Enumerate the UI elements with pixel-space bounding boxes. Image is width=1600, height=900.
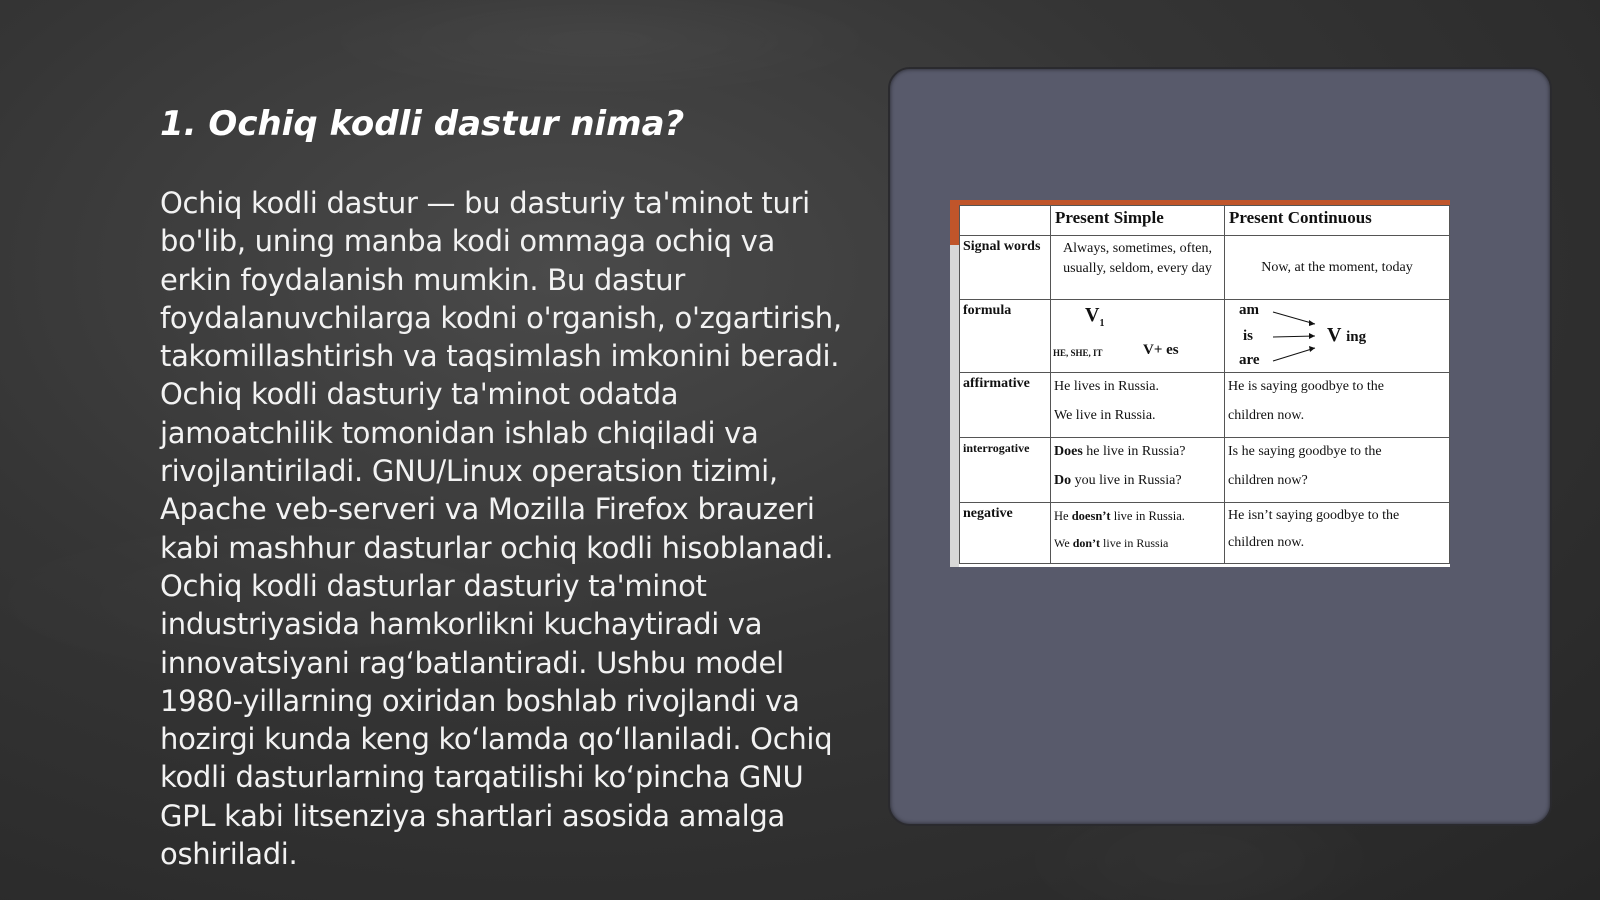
slide-body-text: Ochiq kodli dastur — bu dasturiy ta'minot turi bo'lib, uning manba kodi ommaga ochiq va erkin foydalanish mumkin. Bu dastur foydalanuvchilarga kodni o'rganish, o'zgartirish, takomillashtirish va taqsimlash imkonini beradi. Ochiq kodli dasturiy ta'minot odatda jamoatchilik tomonidan ishlab chiqiladi va rivojlantiriladi. GNU/Linux operatsion tizimi, Apache veb-serveri va Mozilla Firefox brauzeri kabi mashhur dasturlar ochiq kodli hisoblanadi. Ochiq kodli dasturlar dasturiy ta'minot industriyasida hamkorlikni kuchaytiradi va innovatsiyani rag‘batlantiradi. Ushbu model 1980-yillarning oxiridan boshlab rivojlandi va hozirgi kunda keng ko‘lamda qo‘llaniladi. Ochiq kodli dasturlarning tarqatilishi ko‘pincha GNU GPL kabi litsenziya shartlari asosida amalga oshiriladi. [160,186,842,872]
table-row-signal [960,236,1450,300]
row-label-formula: formula [960,300,1051,373]
affirmative-simple: He lives in Russia. We live in Russia. [1051,373,1225,438]
table-row-formula [960,300,1450,373]
grammar-table [959,205,1450,564]
slide-title: 1. Ochiq kodli dastur nima? [160,104,685,144]
table-row-negative [960,503,1450,564]
formula-is: is [1243,328,1254,344]
row-label-affirmative: affirmative [960,373,1051,438]
affirmative-continuous: He is saying goodbye to the children now. [1225,373,1450,438]
grammar-table-image [950,200,1450,567]
row-label-negative: negative [960,503,1051,564]
table-header-row [960,206,1450,236]
formula-v-es: V+ es [1143,342,1179,358]
formula-he-she-it: HE, SHE, IT [1053,348,1103,358]
interrogative-simple: Does he live in Russia? Do you live in Russia? [1051,438,1225,503]
header-present-continuous: Present Continuous [1225,206,1450,236]
formula-continuous [1225,300,1450,373]
formula-am: am [1239,302,1259,318]
row-label-interrogative: interrogative [960,438,1051,503]
row-label-signal: Signal words [960,236,1051,300]
header-present-simple: Present Simple [1051,206,1225,236]
formula-arrows-icon [1271,308,1327,368]
negative-continuous: He isn’t saying goodbye to the children now. [1225,503,1450,564]
negative-simple: He doesn’t live in Russia. We don’t live in Russia [1051,503,1225,564]
interrogative-continuous: Is he saying goodbye to the children now? [1225,438,1450,503]
table-row-interrogative [960,438,1450,503]
formula-v1: $V_1$ [1085,304,1105,329]
header-empty [960,206,1051,236]
formula-simple [1051,300,1225,373]
signal-simple: Always, sometimes, often, usually, seldom, every day [1051,236,1225,300]
signal-continuous: Now, at the moment, today [1225,236,1450,300]
table-row-affirmative [960,373,1450,438]
formula-are: are [1239,352,1260,368]
formula-v-ing: V ing [1327,324,1367,346]
